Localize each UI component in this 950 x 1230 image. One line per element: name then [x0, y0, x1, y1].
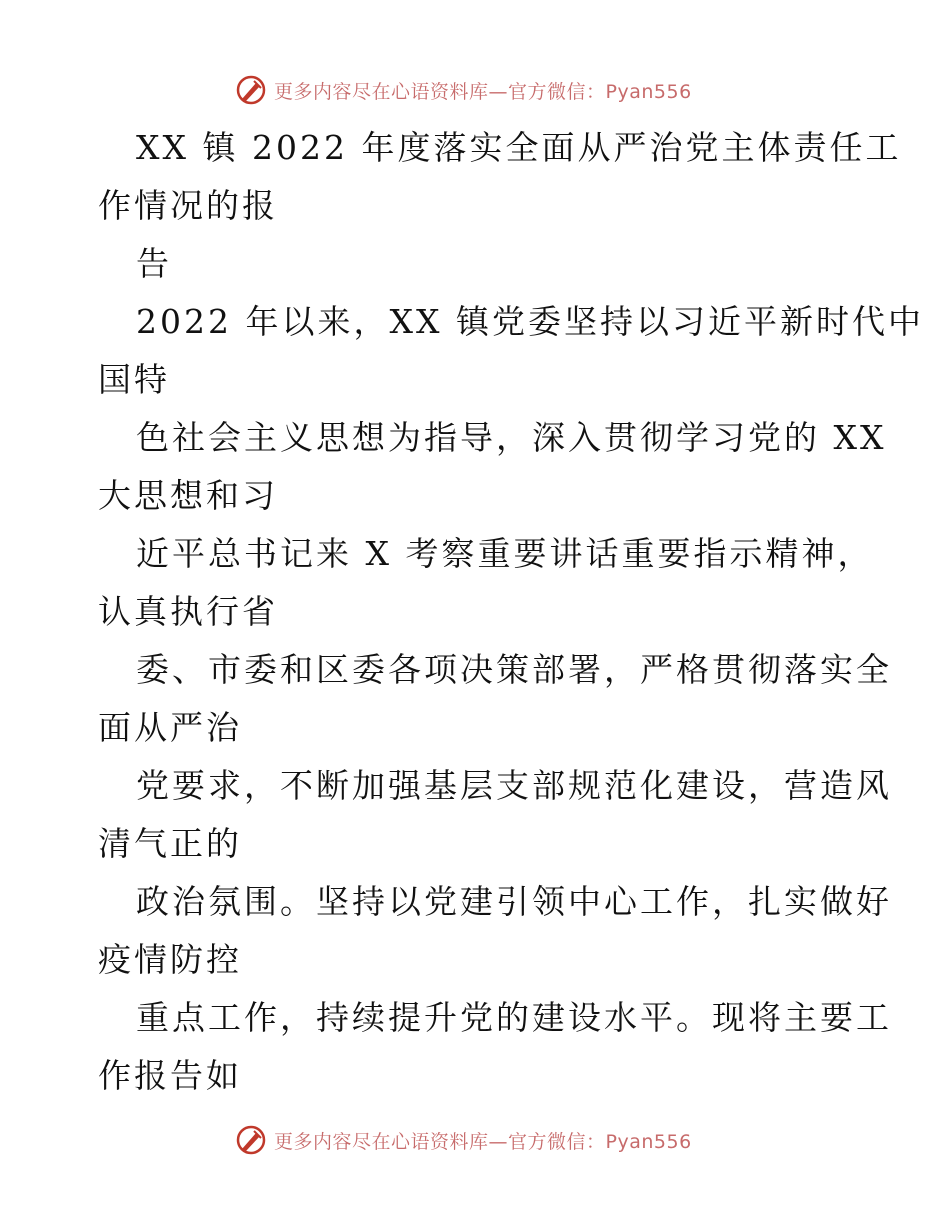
footer-banner	[234, 1120, 692, 1160]
document-title-line-2: 作情况的报	[98, 186, 278, 225]
paragraph-line: 面从严治	[98, 708, 242, 747]
banner-text: 更多内容尽在心语资料库—官方微信：Pyan556	[274, 80, 692, 103]
paragraph-line: 疫情防控	[98, 940, 242, 979]
paragraph-line: 大思想和习	[98, 476, 278, 515]
banner-text: 更多内容尽在心语资料库—官方微信：Pyan556	[274, 1130, 692, 1153]
pen-logo-icon	[234, 1123, 268, 1157]
paragraph-line: 清气正的	[98, 824, 242, 863]
document-title-line-1: XX 镇 2022 年度落实全面从严治党主体责任工	[136, 128, 902, 167]
pen-logo-icon	[234, 73, 268, 107]
paragraph-line: 党要求，不断加强基层支部规范化建设，营造风	[136, 766, 892, 805]
paragraph-line: 认真执行省	[98, 592, 278, 631]
paragraph-line: 色社会主义思想为指导，深入贯彻学习党的 XX	[136, 418, 887, 457]
paragraph-line: 政治氛围。坚持以党建引领中心工作，扎实做好	[136, 882, 892, 921]
header-banner	[234, 70, 692, 110]
paragraph-line: 近平总书记来 X 考察重要讲话重要指示精神，	[136, 534, 874, 573]
paragraph-line: 2022 年以来，XX 镇党委坚持以习近平新时代中	[136, 302, 924, 341]
paragraph-line: 重点工作，持续提升党的建设水平。现将主要工	[136, 998, 892, 1037]
paragraph-line: 国特	[98, 360, 170, 399]
document-title-line-3: 告	[136, 244, 172, 283]
paragraph-line: 作报告如	[98, 1056, 242, 1095]
paragraph-line: 委、市委和区委各项决策部署，严格贯彻落实全	[136, 650, 892, 689]
